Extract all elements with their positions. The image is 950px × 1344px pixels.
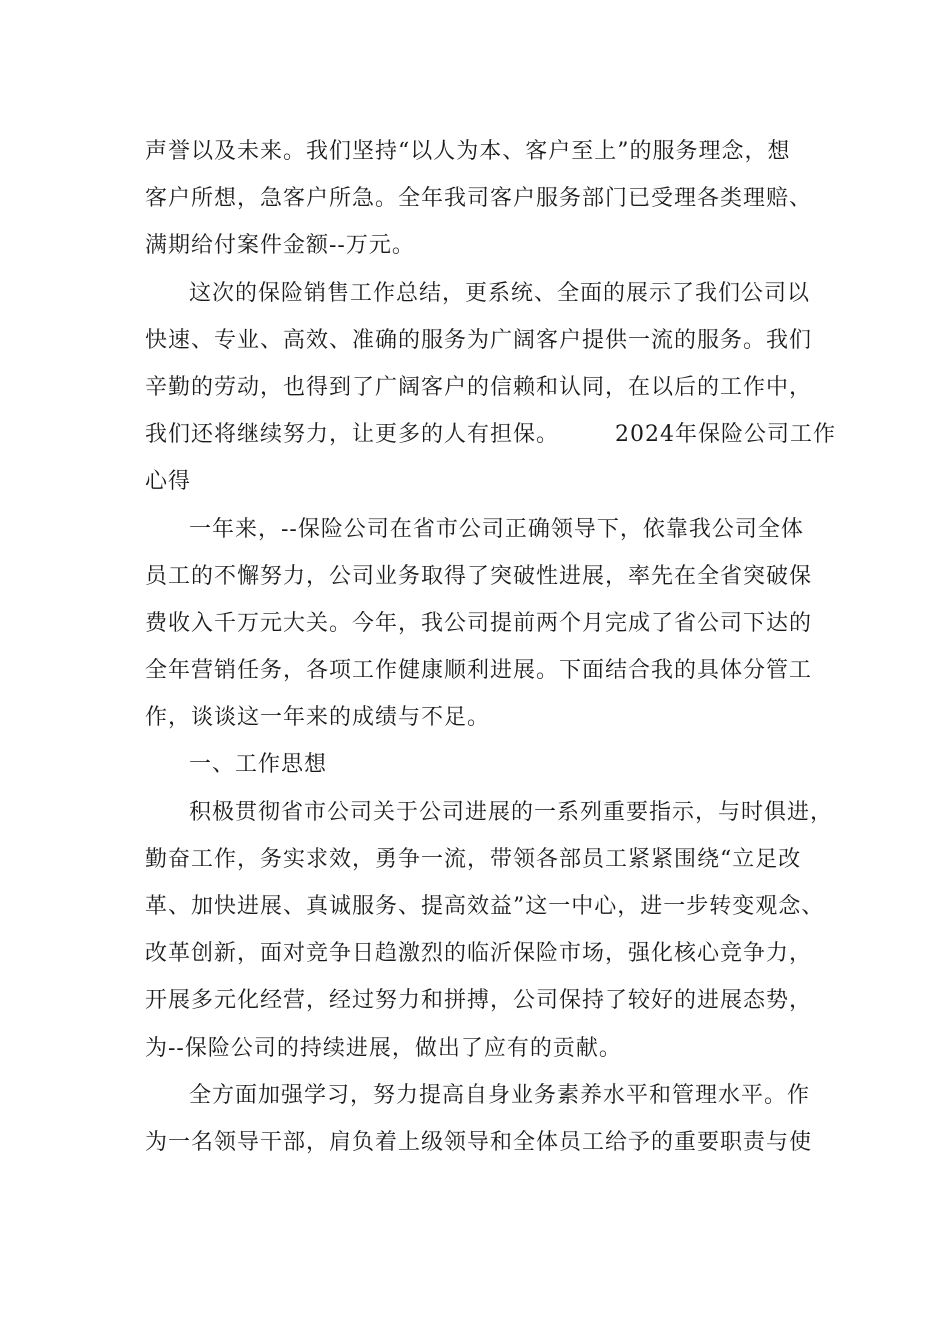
text-line: 快速、专业、高效、准确的服务为广阔客户提供一流的服务。我们 xyxy=(145,327,813,353)
text-line: 革、加快进展、真诚服务、提高效益”这一中心，进一步转变观念、 xyxy=(145,894,825,919)
text-line: 费收入千万元大关。今年，我公司提前两个月完成了省公司下达的 xyxy=(145,610,813,636)
text-line: 员工的不懈努力，公司业务取得了突破性进展，率先在全省突破保 xyxy=(145,563,813,589)
paragraph-start-line: 一年来，--保险公司在省市公司正确领导下，依靠我公司全体 xyxy=(189,516,804,542)
text-line-with-heading xyxy=(145,415,837,462)
section-heading: 一、工作思想 xyxy=(189,752,328,778)
text-line: 勤奋工作，务实求效，勇争一流，带领各部员工紧紧围绕“立足改 xyxy=(145,846,802,872)
paragraph-start-line: 这次的保险销售工作总结，更系统、全面的展示了我们公司以 xyxy=(189,280,811,306)
text-line: 开展多元化经营，经过努力和拼搏，公司保持了较好的进展态势， xyxy=(145,988,813,1014)
text-line: 客户所想，急客户所急。全年我司客户服务部门已受理各类理赔、 xyxy=(145,186,813,212)
text-line: 作，谈谈这一年来的成绩与不足。 xyxy=(145,705,491,731)
paragraph-start-line: 全方面加强学习，努力提高自身业务素养水平和管理水平。作 xyxy=(189,1082,811,1108)
text-line: 为一名领导干部，肩负着上级领导和全体员工给予的重要职责与使 xyxy=(145,1129,813,1155)
text-line: 全年营销任务，各项工作健康顺利进展。下面结合我的具体分管工 xyxy=(145,658,813,684)
document-body xyxy=(145,132,837,1170)
text-line: 改革创新，面对竞争日趋激烈的临沂保险市场，强化核心竞争力， xyxy=(145,941,813,967)
text-line: 为--保险公司的持续进展，做出了应有的贡献。 xyxy=(145,1035,622,1061)
paragraph-start-line: 积极贯彻省市公司关于公司进展的一系列重要指示，与时俱进， xyxy=(189,799,834,825)
text-line: 辛勤的劳动，也得到了广阔客户的信赖和认同，在以后的工作中， xyxy=(145,374,813,400)
text-span: 我们还将继续努力，让更多的人有担保。 xyxy=(145,422,560,448)
section-title-end: 心得 xyxy=(145,469,192,495)
text-line: 声誉以及未来。我们坚持“以人为本、客户至上”的服务理念，想 xyxy=(145,139,791,164)
section-title-start: 2024年保险公司工作 xyxy=(615,422,837,448)
text-line: 满期给付案件金额--万元。 xyxy=(145,233,415,259)
